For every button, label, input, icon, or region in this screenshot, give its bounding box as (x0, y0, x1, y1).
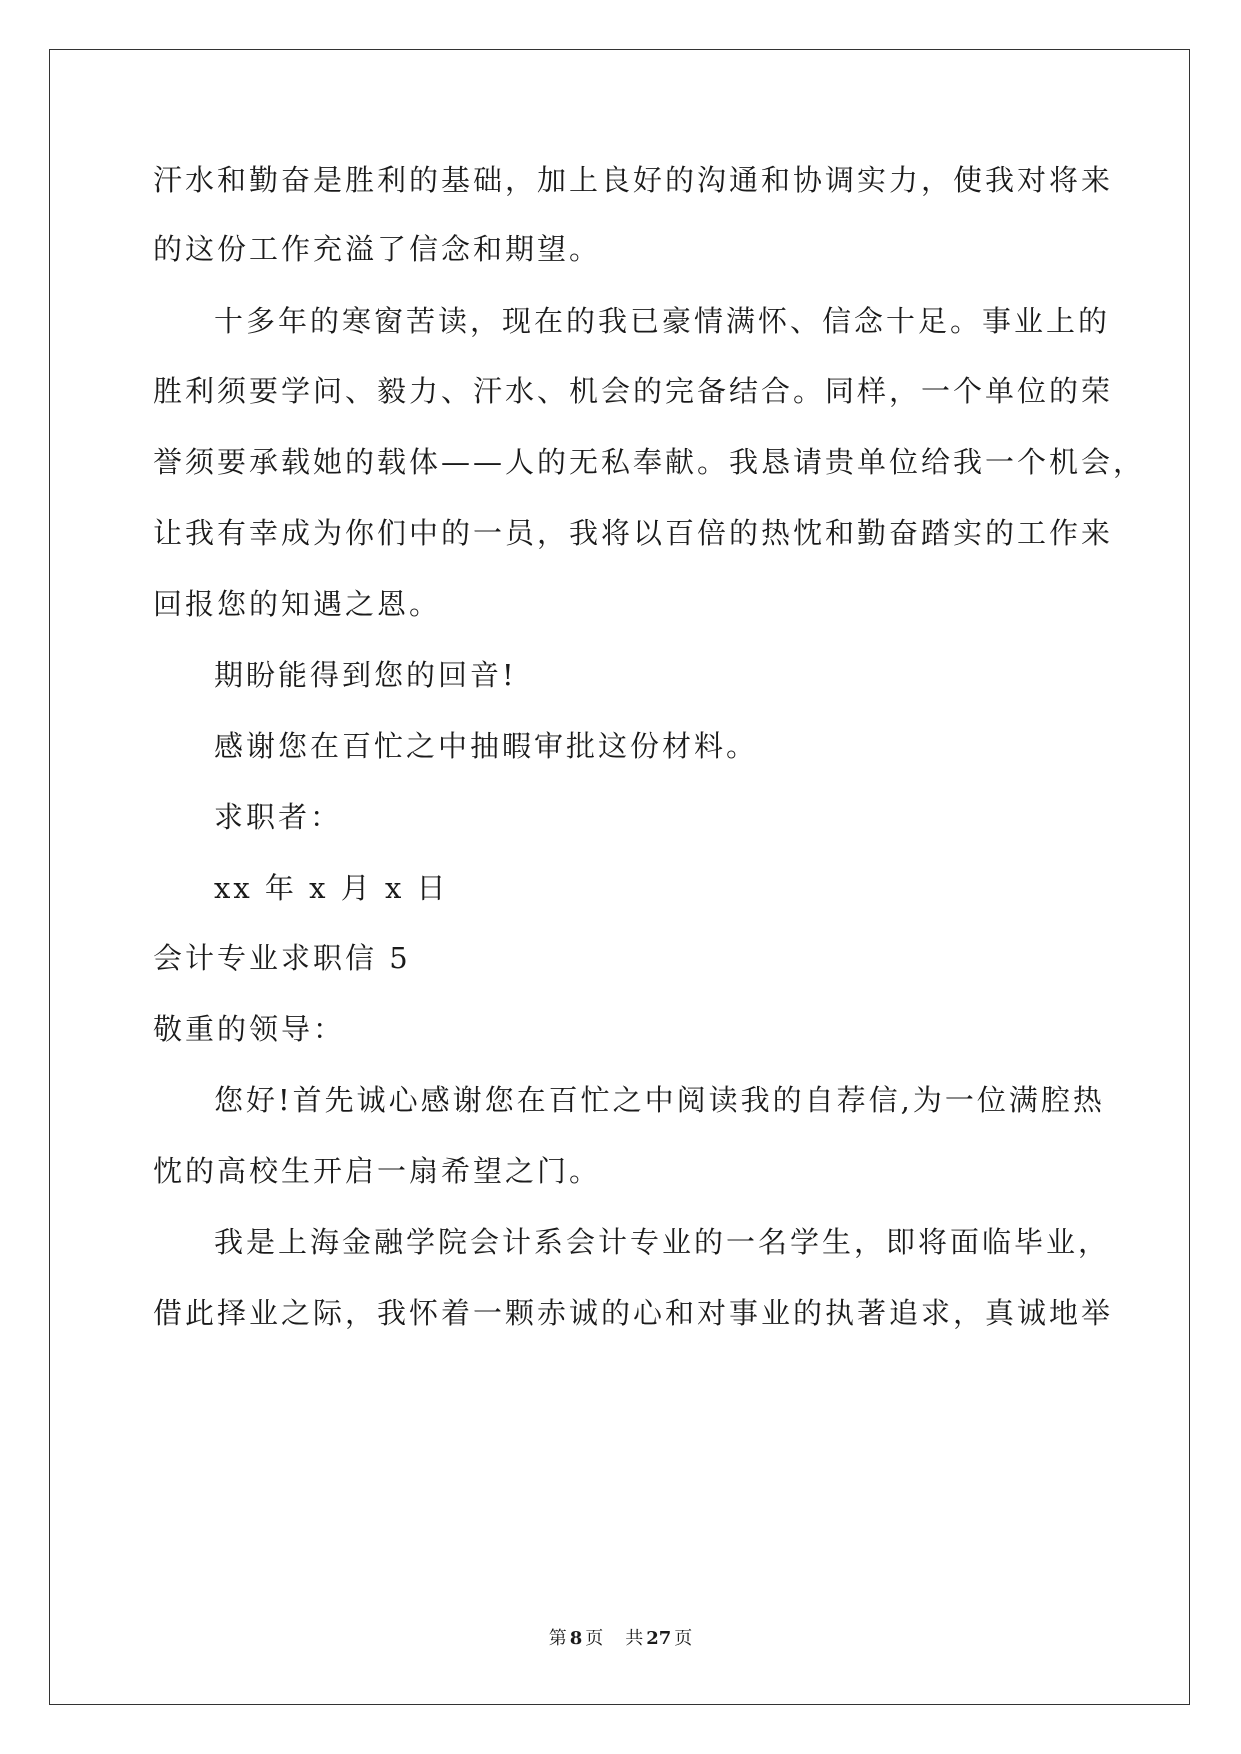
body-line: 的这份工作充溢了信念和期望。 (153, 232, 602, 266)
page-prefix: 第 (548, 1628, 567, 1649)
body-line: 誉须要承载她的载体——人的无私奉献。我恳请贵单位给我一个机会， (153, 445, 1146, 479)
salutation: 敬重的领导： (153, 1012, 346, 1046)
body-line: 忱的高校生开启一扇希望之门。 (153, 1154, 602, 1188)
page-number: 8 (569, 1628, 583, 1649)
thanks-line: 感谢您在百忙之中抽暇审批这份材料。 (214, 729, 759, 763)
signature-label: 求职者： (214, 800, 343, 834)
body-line: 让我有幸成为你们中的一员，我将以百倍的热忱和勤奋踏实的工作来 (153, 516, 1114, 550)
body-line: 汗水和勤奋是胜利的基础，加上良好的沟通和协调实力，使我对将来 (153, 163, 1114, 197)
page-suffix: 页 (585, 1628, 604, 1649)
date-line: xx 年 x 月 x 日 (214, 871, 449, 905)
total-prefix: 共 (625, 1628, 644, 1649)
total-suffix: 页 (674, 1628, 693, 1649)
paragraph-start-line: 我是上海金融学院会计系会计专业的一名学生，即将面临毕业， (214, 1225, 1111, 1259)
body-line: 回报您的知遇之恩。 (153, 587, 442, 621)
body-line: 借此择业之际，我怀着一颗赤诚的心和对事业的执著追求，真诚地举 (153, 1296, 1114, 1330)
body-line: 胜利须要学问、毅力、汗水、机会的完备结合。同样，一个单位的荣 (153, 374, 1114, 408)
total-pages: 27 (646, 1628, 672, 1649)
page-footer (0, 1627, 1241, 1651)
paragraph-start-line: 十多年的寒窗苦读，现在的我已豪情满怀、信念十足。事业上的 (214, 304, 1111, 338)
closing-line: 期盼能得到您的回音! (214, 658, 517, 692)
paragraph-start-line: 您好!首先诚心感谢您在百忙之中阅读我的自荐信,为一位满腔热 (214, 1083, 1105, 1117)
section-heading: 会计专业求职信 5 (153, 941, 411, 975)
